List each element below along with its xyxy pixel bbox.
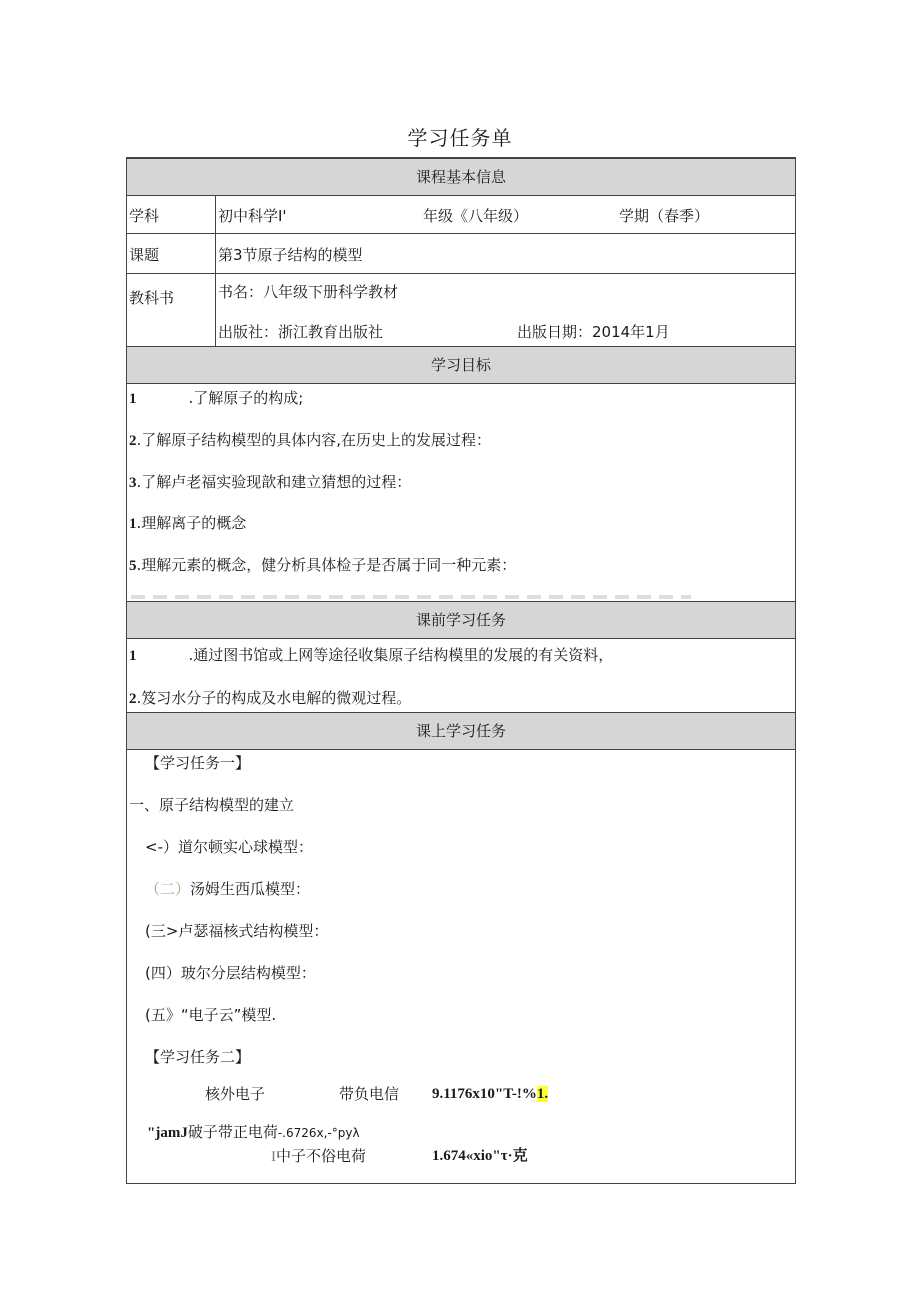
- pre-task-number: 1: [129, 648, 137, 664]
- goal-number: 5: [129, 558, 137, 574]
- page-title: 学习任务单: [407, 126, 513, 150]
- goal-number: 2: [129, 433, 137, 449]
- rutherford-model: (三>卢瑟福核式结构模型：: [145, 922, 329, 940]
- pre-task-text: .笈习水分子的构成及水电解的微观过程。: [136, 689, 412, 707]
- goal-number: 3: [129, 475, 137, 491]
- electron-mass: [432, 1084, 548, 1104]
- neutron-row: [271, 1146, 366, 1167]
- section-header-pre-class: 课前学习任务: [127, 601, 795, 639]
- row-divider: [127, 233, 795, 234]
- task-one-heading: 【学习任务一】: [145, 754, 251, 772]
- textbook-label: 教科书: [129, 289, 175, 307]
- electron-mass-highlight: 1.: [536, 1086, 549, 1102]
- thomson-model-text: 汤姆生西瓜模型：: [190, 880, 311, 898]
- bohr-model: (四）玻尔分层结构模型：: [145, 964, 316, 982]
- term-value: 学期（春季）: [619, 207, 710, 225]
- pre-task-number: 2: [129, 691, 137, 707]
- publisher: 出版社：浙江教育出版社: [218, 323, 384, 341]
- goal-text: .理解离子的概念: [136, 514, 247, 532]
- goal-number: 1: [129, 391, 137, 407]
- goal-number: 1: [129, 516, 137, 532]
- neutron-name: 中子不俗电荷: [276, 1147, 367, 1165]
- goal-item: [129, 388, 303, 409]
- dalton-model: <-）道尔顿实心球模型：: [145, 838, 313, 856]
- pre-task-item: [129, 645, 613, 666]
- neutron-marker: I: [271, 1149, 276, 1165]
- section-header-basic-info: 课程基本信息: [127, 158, 795, 196]
- topic-label: 课题: [129, 246, 160, 264]
- book-name: 书名：八年级下册科学教材: [218, 283, 399, 301]
- task-sheet-table: [126, 157, 796, 1184]
- goal-text: .理解元素的概念，健分析具体检子是否属于同一种元素：: [136, 556, 517, 574]
- goal-text: .了解原子的构成;: [188, 389, 304, 407]
- cut-off-text-line: [131, 595, 691, 599]
- thomson-model-number: （二）: [145, 880, 191, 898]
- publication-date: 出版日期：2014年1月: [517, 323, 670, 341]
- goal-text: .了解卢老福实验现歆和建立猜想的过程：: [136, 473, 412, 491]
- thomson-model: [145, 879, 310, 899]
- goal-item: [129, 513, 246, 534]
- electron-name: 核外电子: [205, 1085, 266, 1103]
- goal-item: [129, 430, 491, 451]
- proton-mass: -.6726x,-°pyλ: [277, 1126, 360, 1140]
- electron-cloud-model: (五》“电子云”模型.: [145, 1006, 277, 1024]
- goal-item: [129, 472, 411, 493]
- proton-prefix: "jamJ: [147, 1125, 188, 1141]
- column-divider: [215, 196, 216, 346]
- proton-row: [147, 1122, 360, 1143]
- subject-value: 初中科学I': [218, 207, 287, 225]
- section-header-goals: 学习目标: [127, 346, 795, 384]
- pre-task-text: .通过图书馆或上网等途径收集原子结构模里的发展的有关资料，: [188, 646, 614, 664]
- neutron-mass: 1.674«xio"τ·克: [432, 1148, 528, 1164]
- row-divider: [127, 273, 795, 274]
- goal-item: [129, 555, 516, 576]
- task-two-heading: 【学习任务二】: [145, 1048, 251, 1066]
- goal-text: .了解原子结构模型的具体内容,在历史上的发展过程：: [136, 431, 492, 449]
- model-building-heading: 一、原子结构模型的建立: [129, 796, 295, 814]
- electron-charge: 带负电信: [339, 1085, 400, 1103]
- proton-charge: 破子带正电荷: [187, 1123, 278, 1141]
- topic-value: 第3节原子结构的模型: [218, 246, 363, 264]
- grade-value: 年级《八年级）: [423, 207, 529, 225]
- section-header-in-class: 课上学习任务: [127, 712, 795, 750]
- subject-label: 学科: [129, 207, 160, 225]
- pre-task-item: [129, 688, 411, 709]
- electron-mass-text: 9.1176x10"T-!%: [432, 1086, 537, 1102]
